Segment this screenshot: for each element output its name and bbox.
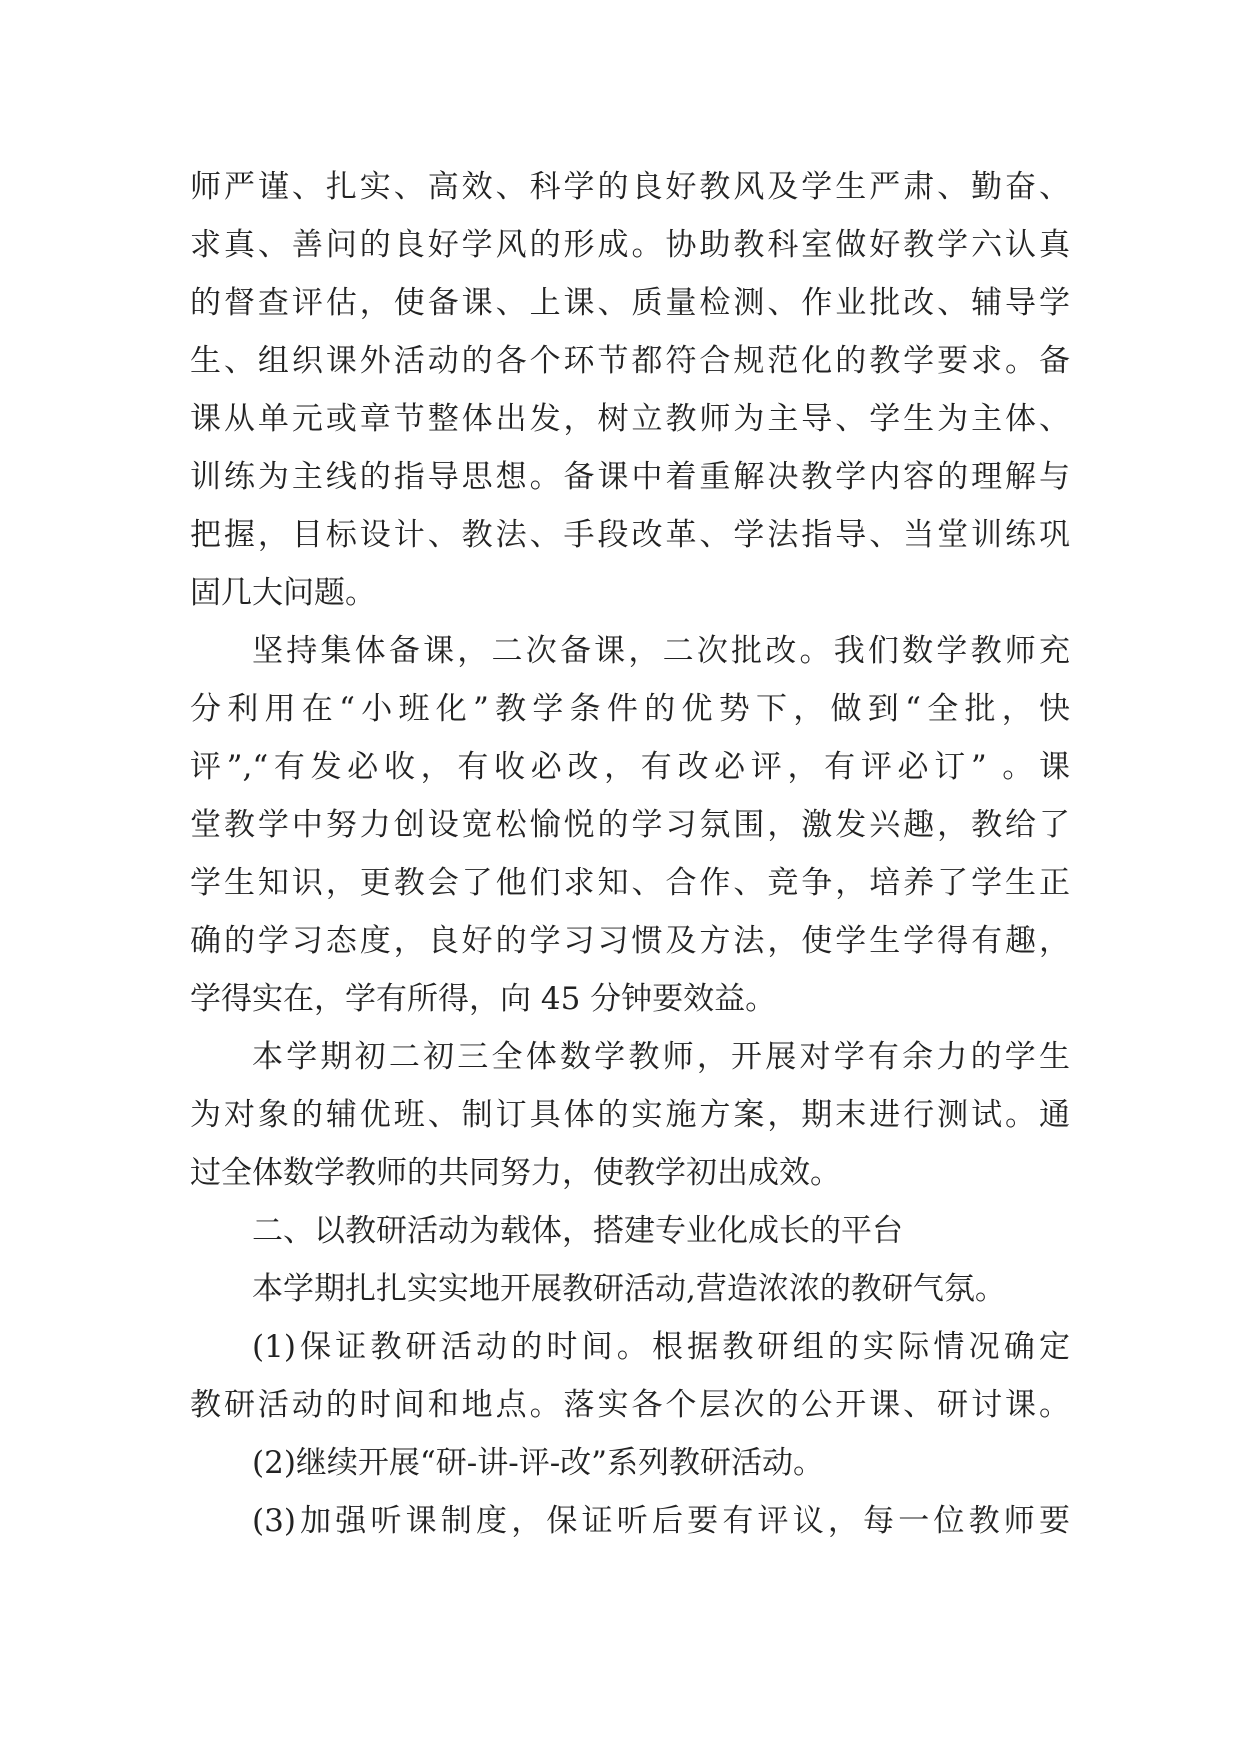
text-line: 本学期初二初三全体数学教师，开展对学有余力的学生 xyxy=(252,1039,1070,1075)
text-line: 的督查评估，使备课、上课、质量检测、作业批改、辅导学 xyxy=(190,285,1070,321)
text-line: 求真、善问的良好学风的形成。协助教科室做好教学六认真 xyxy=(190,227,1070,263)
text-line: 学生知识，更教会了他们求知、合作、竞争，培养了学生正 xyxy=(190,865,1070,901)
text-line: 生、组织课外活动的各个环节都符合规范化的教学要求。备 xyxy=(190,343,1070,379)
text-line: 评”,“有发必收，有收必改，有改必评，有评必订” 。课 xyxy=(190,749,1070,785)
list-item-3 xyxy=(190,1492,1070,1550)
text-line: 为对象的辅优班、制订具体的实施方案，期末进行测试。通 xyxy=(190,1097,1070,1133)
text-line: 分利用在“小班化”教学条件的优势下，做到“全批，快 xyxy=(190,691,1070,727)
text-line: 教研活动的时间和地点。落实各个层次的公开课、研讨课。 xyxy=(190,1387,1070,1423)
paragraph-collective-lesson-prep xyxy=(190,622,1070,1028)
text-line: 坚持集体备课，二次备课，二次批改。我们数学教师充 xyxy=(252,633,1070,669)
list-item-2 xyxy=(190,1434,1070,1492)
text-line: 本学期扎扎实实地开展教研活动,营造浓浓的教研气氛。 xyxy=(252,1271,1006,1307)
section-heading-text: 二、以教研活动为载体，搭建专业化成长的平台 xyxy=(252,1213,903,1249)
text-line: 固几大问题。 xyxy=(190,575,376,611)
text-line: 堂教学中努力创设宽松愉悦的学习氛围，激发兴趣，教给了 xyxy=(190,807,1070,843)
list-item-1 xyxy=(190,1318,1070,1434)
paragraph-teaching-style xyxy=(190,158,1070,622)
document-body xyxy=(190,158,1070,1550)
text-line: 学得实在，学有所得，向 45 分钟要效益。 xyxy=(190,981,777,1017)
text-line: 课从单元或章节整体出发，树立教师为主导、学生为主体、 xyxy=(190,401,1070,437)
text-line: (3)加强听课制度，保证听后要有评议，每一位教师要 xyxy=(252,1503,1070,1539)
text-line: (1)保证教研活动的时间。根据教研组的实际情况确定 xyxy=(252,1329,1070,1365)
text-line: 把握，目标设计、教法、手段改革、学法指导、当堂训练巩 xyxy=(190,517,1070,553)
section-heading xyxy=(190,1202,1070,1260)
paragraph-teaching-research-intro xyxy=(190,1260,1070,1318)
text-line: 确的学习态度，良好的学习习惯及方法，使学生学得有趣， xyxy=(190,923,1070,959)
paragraph-advanced-class xyxy=(190,1028,1070,1202)
text-line: 师严谨、扎实、高效、科学的良好教风及学生严肃、勤奋、 xyxy=(190,169,1070,205)
text-line: (2)继续开展“研-讲-评-改”系列教研活动。 xyxy=(252,1445,825,1481)
text-line: 过全体数学教师的共同努力，使教学初出成效。 xyxy=(190,1155,841,1191)
text-line: 训练为主线的指导思想。备课中着重解决教学内容的理解与 xyxy=(190,459,1070,495)
